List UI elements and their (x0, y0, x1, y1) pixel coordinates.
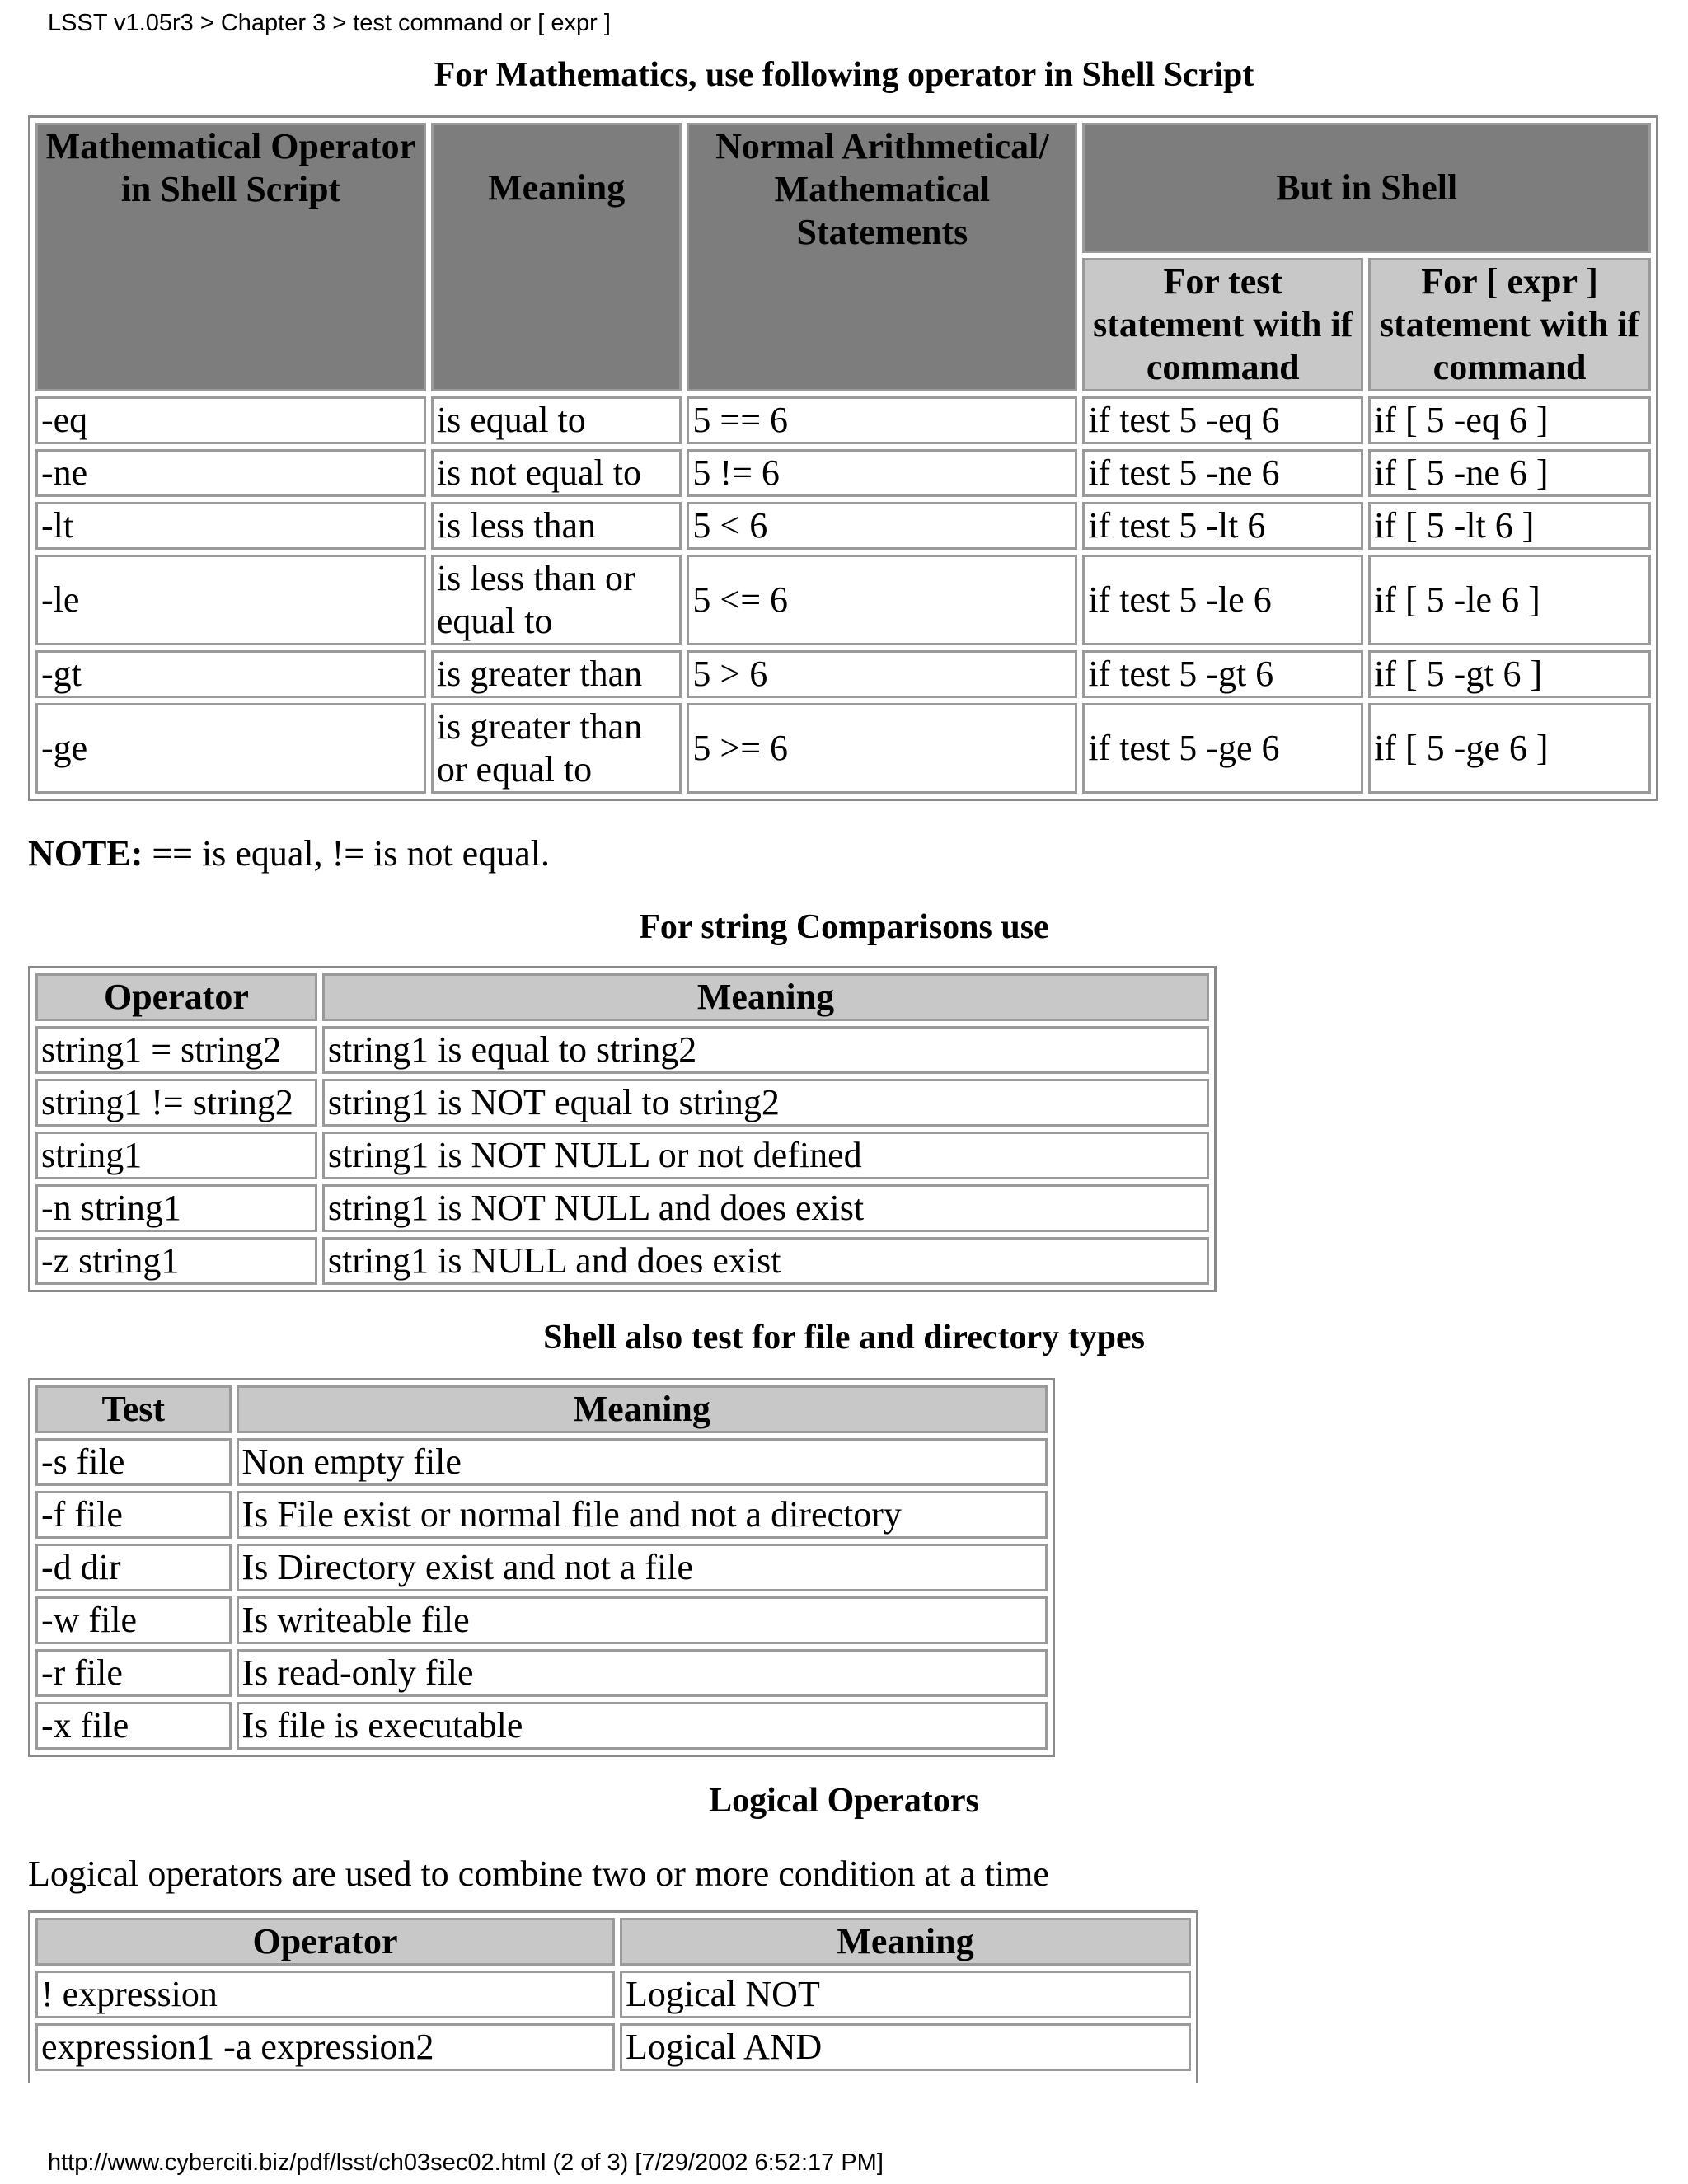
cell-meaning: is less than or equal to (431, 555, 682, 645)
cell-test: -d dir (35, 1544, 232, 1591)
cell-expr: if [ 5 -le 6 ] (1368, 555, 1651, 645)
cell-test: -r file (35, 1649, 232, 1697)
cell-op: -lt (35, 502, 426, 550)
cell-op: string1 (35, 1132, 317, 1179)
table-row (35, 1544, 1048, 1591)
cell-meaning: is not equal to (431, 449, 682, 497)
header-meaning: Meaning (620, 1918, 1191, 1966)
note-label: NOTE: (28, 833, 143, 874)
logical-table-clip (28, 1910, 1207, 2083)
cell-op: string1 = string2 (35, 1026, 317, 1074)
table-continues (35, 2076, 615, 2083)
header-meaning: Meaning (431, 123, 682, 391)
cell-meaning: Is read-only file (237, 1649, 1048, 1697)
cell-op: -n string1 (35, 1184, 317, 1232)
cell-test: if test 5 -eq 6 (1082, 396, 1363, 444)
cell-expr: if [ 5 -lt 6 ] (1368, 502, 1651, 550)
cell-meaning: Non empty file (237, 1438, 1048, 1486)
table-row (35, 1237, 1209, 1285)
cell-expr: if [ 5 -ge 6 ] (1368, 703, 1651, 794)
cell-meaning: string1 is NOT equal to string2 (322, 1079, 1209, 1127)
table-row (35, 1184, 1209, 1232)
cell-meaning: is greater than or equal to (431, 703, 682, 794)
table-row (35, 703, 1651, 794)
cell-meaning: is equal to (431, 396, 682, 444)
cell-test: -f file (35, 1491, 232, 1539)
table-row (35, 1649, 1048, 1697)
cell-normal: 5 >= 6 (687, 703, 1077, 794)
string-comparison-table (28, 966, 1217, 1292)
table-row (35, 1079, 1209, 1127)
note-text: == is equal, != is not equal. (143, 833, 550, 874)
table-row (35, 396, 1651, 444)
page-footer: http://www.cyberciti.biz/pdf/lsst/ch03sec02.html (2 of 3) [7/29/2002 6:52:17 PM] (48, 2149, 884, 2176)
header-math-operator: Mathematical Operator in Shell Script (35, 123, 426, 391)
header-meaning: Meaning (322, 973, 1209, 1021)
logical-intro: Logical operators are used to combine two or more condition at a time (28, 1854, 1049, 1894)
cell-op: ! expression (35, 1971, 615, 2018)
cell-op: -z string1 (35, 1237, 317, 1285)
table-row (35, 1491, 1048, 1539)
header-normal-statements: Normal Arithmetical/ Mathematical Statements (687, 123, 1077, 391)
header-but-in-shell: But in Shell (1082, 123, 1651, 253)
string-heading: For string Comparisons use (639, 908, 1049, 946)
header-test: Test (35, 1385, 232, 1433)
cell-meaning: string1 is NOT NULL or not defined (322, 1132, 1209, 1179)
math-heading: For Mathematics, use following operator in Shell Script (434, 56, 1254, 94)
header-test-statement: For test statement with if command (1082, 258, 1363, 391)
table-row (35, 502, 1651, 550)
header-expr-statement: For [ expr ] statement with if command (1368, 258, 1651, 391)
cell-meaning: Is Directory exist and not a file (237, 1544, 1048, 1591)
table-row (35, 449, 1651, 497)
cell-test: if test 5 -le 6 (1082, 555, 1363, 645)
table-row (35, 1596, 1048, 1644)
file-test-table (28, 1378, 1055, 1757)
cell-meaning: is less than (431, 502, 682, 550)
cell-meaning: string1 is NOT NULL and does exist (322, 1184, 1209, 1232)
cell-meaning: string1 is equal to string2 (322, 1026, 1209, 1074)
table-row (35, 650, 1651, 698)
header-meaning: Meaning (237, 1385, 1048, 1433)
cell-normal: 5 <= 6 (687, 555, 1077, 645)
table-continues (620, 2076, 1191, 2083)
table-row (35, 555, 1651, 645)
cell-normal: 5 > 6 (687, 650, 1077, 698)
cell-meaning: Is File exist or normal file and not a directory (237, 1491, 1048, 1539)
cell-test: if test 5 -ne 6 (1082, 449, 1363, 497)
cell-expr: if [ 5 -gt 6 ] (1368, 650, 1651, 698)
table-row (35, 1971, 1191, 2018)
header-operator: Operator (35, 973, 317, 1021)
file-heading: Shell also test for file and directory types (543, 1319, 1145, 1357)
cell-test: -s file (35, 1438, 232, 1486)
cell-op: -ge (35, 703, 426, 794)
cell-op: expression1 -a expression2 (35, 2023, 615, 2071)
table-row (35, 1438, 1048, 1486)
cell-test: if test 5 -lt 6 (1082, 502, 1363, 550)
cell-meaning: Is file is executable (237, 1702, 1048, 1750)
table-row (35, 1026, 1209, 1074)
logical-heading: Logical Operators (709, 1782, 979, 1820)
cell-expr: if [ 5 -ne 6 ] (1368, 449, 1651, 497)
cell-op: string1 != string2 (35, 1079, 317, 1127)
cell-meaning: Logical NOT (620, 1971, 1191, 2018)
cell-meaning: Is writeable file (237, 1596, 1048, 1644)
cell-normal: 5 == 6 (687, 396, 1077, 444)
table-row (35, 2023, 1191, 2071)
cell-op: -eq (35, 396, 426, 444)
table-row (35, 1702, 1048, 1750)
cell-meaning: is greater than (431, 650, 682, 698)
cell-meaning: Logical AND (620, 2023, 1191, 2071)
cell-test: if test 5 -gt 6 (1082, 650, 1363, 698)
table-row (35, 1132, 1209, 1179)
cell-normal: 5 != 6 (687, 449, 1077, 497)
cell-meaning: string1 is NULL and does exist (322, 1237, 1209, 1285)
cell-test: -x file (35, 1702, 232, 1750)
running-head: LSST v1.05r3 > Chapter 3 > test command or [ expr ] (48, 10, 611, 36)
cell-test: if test 5 -ge 6 (1082, 703, 1363, 794)
cell-op: -gt (35, 650, 426, 698)
header-operator: Operator (35, 1918, 615, 1966)
cell-expr: if [ 5 -eq 6 ] (1368, 396, 1651, 444)
cell-op: -le (35, 555, 426, 645)
cell-op: -ne (35, 449, 426, 497)
cell-test: -w file (35, 1596, 232, 1644)
logical-operator-table (28, 1910, 1198, 2083)
cell-normal: 5 < 6 (687, 502, 1077, 550)
math-operator-table (28, 115, 1658, 801)
note-line (28, 832, 550, 875)
